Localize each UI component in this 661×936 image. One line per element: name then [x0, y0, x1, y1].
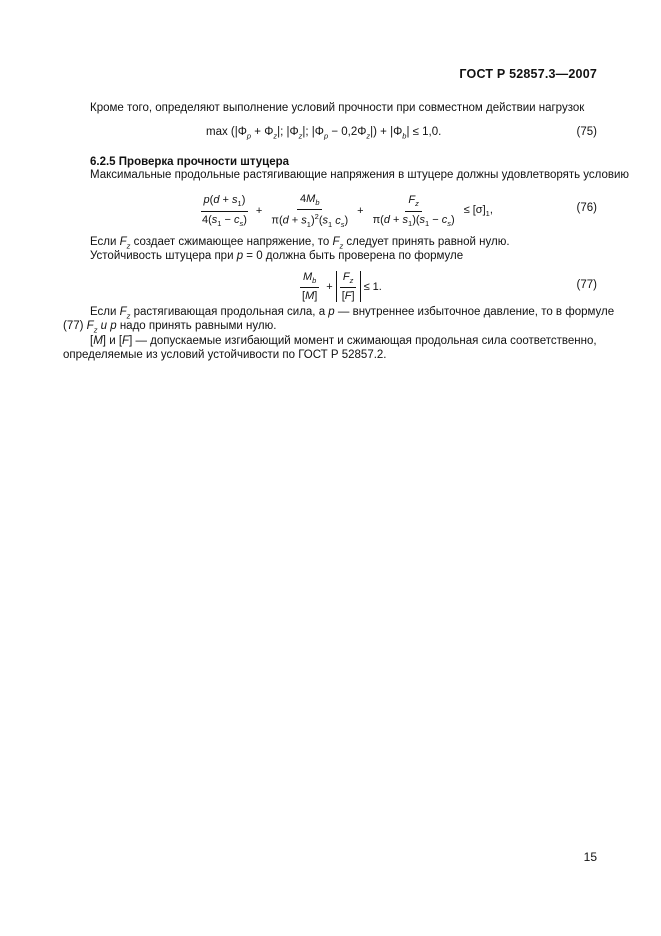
equation-76: $\frac{p(d + s_1)}{4(s_1 - c_s)}$ + $\frac{4M_b}{\pi(d + s_1)^2(s_1 c_s)}$ + $\frac{F_z}{\pi(d + s_1)(s_1 - c_s)}$ ≤ $[\sigma]_1$,	[196, 193, 496, 229]
equation-76-number: (76)	[576, 202, 597, 214]
document-header: ГОСТ Р 52857.3—2007	[459, 67, 597, 81]
paragraph-allowable-line1: [M] и [F] — допускаемые изгибающий момент и сжимающая продольная сила соответственно,	[90, 335, 597, 347]
fraction-moment-ratio: $\frac{M_b}{[M]}$	[299, 271, 320, 302]
paragraph-condition: Максимальные продольные растягивающие напряжения в штуцере должны удовлетворять условию	[90, 169, 630, 181]
paragraph-allowable-line2: определяемые из условий устойчивости по ГОСТ Р 52857.2.	[63, 349, 387, 361]
fraction-moment: $\frac{4M_b}{\pi(d + s_1)^2(s_1 c_s)}$	[271, 193, 349, 230]
section-title: 6.2.5 Проверка прочности штуцера	[90, 156, 290, 168]
equation-77: $\frac{M_b}{[M]}$ + $\frac{F_z}{[F]}$ ≤ 1.	[296, 271, 385, 302]
paragraph-tensile-line1: Если $F_z$ растягивающая продольная сила, а p — внутреннее избыточное давление, то в формуле	[90, 306, 615, 321]
equation-75-number: (75)	[576, 126, 597, 138]
equation-77-number: (77)	[576, 279, 597, 291]
fraction-pressure: $\frac{p(d + s_1)}{4(s_1 - c_s)}$	[202, 194, 247, 228]
fraction-force: $\frac{F_z}{\pi(d + s_1)(s_1 - c_s)}$	[372, 194, 455, 228]
equation-75: $\max (|\Phi_p + \Phi_z|$; $|\Phi_z|$; $|\Phi_p - 0,2\Phi_z|) + |\Phi_b| \le 1,0$.	[206, 126, 442, 141]
paragraph-compressive: Если $F_z$ создает сжимающее напряжение, то $F_z$ следует принять равной нулю.	[90, 236, 510, 251]
paragraph-intro: Кроме того, определяют выполнение условий прочности при совместном действии нагрузок	[90, 102, 585, 114]
page-number: 15	[583, 850, 597, 864]
paragraph-tensile-line2: (77) $F_z$ и p надо принять равными нулю.	[63, 320, 277, 335]
fraction-force-ratio: $\frac{F_z}{[F]}$	[341, 271, 355, 303]
paragraph-stability: Устойчивость штуцера при p = 0 должна быть проверена по формуле	[90, 250, 464, 262]
